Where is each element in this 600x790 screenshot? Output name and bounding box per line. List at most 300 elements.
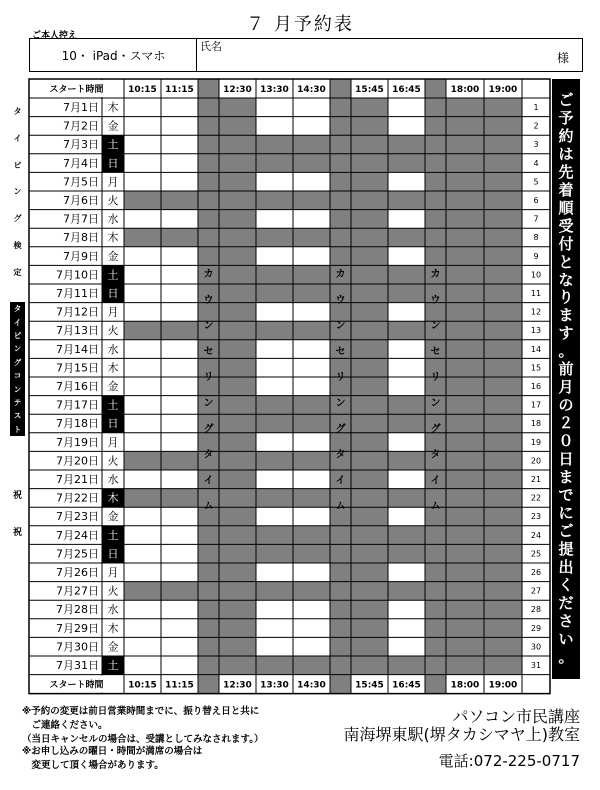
date-label: 7月11日 [56, 287, 99, 300]
shaded-slot [388, 135, 425, 154]
shaded-slot [219, 228, 256, 247]
date-label: 7月23日 [56, 510, 99, 524]
shaded-slot [219, 451, 256, 470]
shaded-slot [484, 284, 522, 303]
day-number: 1 [533, 103, 539, 112]
shaded-slot [256, 489, 293, 508]
notice-char: り [558, 288, 574, 307]
day-number: 15 [530, 363, 542, 373]
date-label: 7月19日 [56, 435, 99, 449]
shaded-slot [446, 284, 484, 303]
side-label-char: テ [13, 397, 22, 407]
shaded-slot [484, 563, 522, 582]
side-label-char: グ [13, 214, 22, 224]
shaded-slot [446, 321, 484, 340]
course-field: 10・ iPad・スマホ [29, 38, 197, 72]
time-slot-label: 12:30 [223, 680, 252, 691]
side-label-char: ン [13, 344, 22, 354]
honorific-label: 様 [557, 51, 570, 65]
shaded-slot [351, 544, 388, 563]
shaded-slot [219, 470, 256, 489]
shaded-slot [219, 637, 256, 656]
notice-char: 予 [558, 108, 574, 127]
start-time-label: スタート時間 [49, 85, 104, 95]
shaded-slot [124, 451, 161, 470]
notice-char: 前 [558, 360, 574, 379]
date-label: 7月2日 [63, 119, 99, 133]
notice-char: い [558, 629, 574, 648]
shaded-slot [256, 284, 293, 303]
shaded-slot [256, 396, 293, 415]
date-label: 7月26日 [56, 566, 99, 579]
school-name: パソコン市民講座 [452, 707, 580, 726]
date-label: 7月17日 [56, 398, 99, 412]
counseling-char: イ [335, 475, 346, 487]
shaded-slot [219, 414, 256, 433]
shaded-slot [388, 544, 425, 563]
time-slot-label: 19:00 [488, 85, 518, 95]
time-slot-label: 10:15 [128, 680, 157, 691]
notice-char: に [558, 503, 574, 522]
shaded-slot [219, 303, 256, 322]
shaded-slot [351, 451, 388, 470]
weekday-label: 木 [107, 491, 119, 505]
notice-char: で [558, 485, 574, 504]
shaded-slot [484, 98, 522, 117]
shaded-slot [219, 172, 256, 191]
shaded-slot [351, 247, 388, 266]
weekday-label: 日 [107, 156, 119, 170]
side-label-char: タ [13, 106, 22, 116]
day-number: 2 [533, 121, 539, 131]
weekday-label: 月 [107, 175, 119, 189]
counseling-char: タ [203, 449, 214, 461]
shaded-slot [293, 396, 330, 415]
shaded-slot [351, 321, 388, 340]
counseling-column [330, 79, 351, 694]
notice-char: 約 [558, 126, 574, 145]
shaded-slot [484, 619, 522, 638]
day-number: 28 [530, 605, 542, 615]
day-number: 29 [530, 623, 542, 633]
counseling-char: タ [430, 449, 441, 461]
day-number: 24 [530, 530, 542, 540]
side-label-char: ン [13, 384, 22, 394]
notice-char: 先 [558, 162, 574, 181]
shaded-slot [388, 191, 425, 210]
side-label-char: グ [13, 357, 22, 367]
shaded-slot [219, 600, 256, 619]
day-number: 26 [530, 568, 542, 577]
shaded-slot [446, 303, 484, 322]
holiday-label [10, 488, 25, 538]
shaded-slot [256, 414, 293, 433]
shaded-slot [446, 358, 484, 377]
shaded-slot [484, 135, 522, 154]
counseling-char: セ [335, 346, 346, 358]
shaded-slot [161, 489, 198, 508]
shaded-slot [219, 135, 256, 154]
notice-char: ご [558, 521, 574, 540]
shaded-slot [219, 433, 256, 452]
shaded-slot [351, 656, 388, 675]
shaded-slot [219, 210, 256, 229]
shaded-slot [351, 117, 388, 136]
shaded-slot [219, 377, 256, 396]
weekday-label: 日 [107, 547, 119, 561]
counseling-char: ウ [335, 294, 346, 306]
shaded-slot [484, 656, 522, 675]
time-slot-label: 10:15 [128, 85, 157, 95]
shaded-slot [446, 507, 484, 526]
shaded-slot [351, 470, 388, 489]
shaded-slot [124, 191, 161, 210]
shaded-slot [484, 582, 522, 601]
shaded-slot [351, 637, 388, 656]
shaded-slot [351, 228, 388, 247]
notice-char: 着 [558, 180, 574, 199]
weekday-label: 土 [107, 268, 119, 282]
date-label: 7月30日 [56, 640, 99, 654]
date-label: 7月14日 [56, 342, 99, 356]
date-label: 7月7日 [63, 212, 99, 226]
shaded-slot [388, 489, 425, 508]
shaded-slot [219, 582, 256, 601]
weekday-label: 金 [107, 640, 119, 654]
shaded-slot [293, 544, 330, 563]
date-label: 7月3日 [63, 138, 99, 152]
time-slot-label: 16:45 [392, 680, 421, 691]
weekday-label: 水 [107, 603, 119, 617]
time-slot-label: 16:45 [392, 85, 421, 95]
shaded-slot [484, 228, 522, 247]
shaded-slot [124, 228, 161, 247]
shaded-slot [219, 265, 256, 284]
shaded-slot [484, 414, 522, 433]
counseling-char: グ [335, 423, 346, 435]
shaded-slot [484, 117, 522, 136]
shaded-slot [351, 489, 388, 508]
time-slot-label: 13:30 [260, 85, 289, 95]
shaded-slot [484, 210, 522, 229]
counseling-column [425, 79, 446, 694]
weekday-label: 木 [107, 231, 119, 245]
school-phone: 電話:072-225-0717 [438, 752, 580, 770]
shaded-slot [161, 191, 198, 210]
date-label: 7月5日 [63, 175, 99, 189]
day-number: 3 [533, 140, 539, 150]
shaded-slot [219, 563, 256, 582]
shaded-slot [351, 135, 388, 154]
day-number: 8 [533, 233, 539, 243]
shaded-slot [484, 489, 522, 508]
counseling-char: セ [430, 346, 441, 358]
notice-char: 月 [558, 378, 574, 397]
shaded-slot [351, 210, 388, 229]
notice-char: ご [558, 91, 574, 109]
weekday-label: 金 [107, 249, 119, 263]
shaded-slot [219, 340, 256, 359]
counseling-char: ウ [203, 294, 214, 306]
day-number: 6 [533, 196, 539, 205]
shaded-slot [351, 303, 388, 322]
time-slot-label: 19:00 [488, 680, 518, 691]
shaded-slot [446, 414, 484, 433]
shaded-slot [351, 563, 388, 582]
shaded-slot [446, 563, 484, 582]
notice-char: ま [558, 468, 574, 487]
date-label: 7月18日 [56, 417, 99, 431]
time-slot-label: 11:15 [165, 680, 194, 691]
shaded-slot [351, 377, 388, 396]
shaded-slot [124, 321, 161, 340]
shaded-slot [219, 284, 256, 303]
side-label-char: 検 [13, 241, 22, 251]
notice-char: さ [558, 611, 574, 630]
date-label: 7月4日 [63, 156, 99, 170]
notice-char: 提 [558, 539, 574, 558]
shaded-slot [484, 507, 522, 526]
weekday-label: 火 [107, 454, 119, 468]
shaded-slot [161, 451, 198, 470]
shaded-slot [484, 377, 522, 396]
counseling-char: ム [203, 501, 214, 513]
weekday-label: 土 [107, 659, 119, 672]
notice-char: な [558, 270, 574, 289]
day-number: 30 [530, 642, 542, 652]
shaded-slot [388, 284, 425, 303]
notice-char: の [558, 396, 574, 415]
shaded-slot [219, 489, 256, 508]
weekday-label: 金 [107, 119, 119, 133]
shaded-slot [293, 321, 330, 340]
shaded-slot [484, 358, 522, 377]
shaded-slot [446, 451, 484, 470]
shaded-slot [446, 135, 484, 154]
shaded-slot [256, 228, 293, 247]
shaded-slot [484, 470, 522, 489]
time-slot-label: 13:30 [260, 680, 289, 691]
notice-char: く [558, 575, 574, 594]
shaded-slot [388, 265, 425, 284]
shaded-slot [351, 154, 388, 173]
weekday-label: 木 [107, 621, 119, 635]
shaded-slot [388, 396, 425, 415]
shaded-slot [351, 358, 388, 377]
notice-char: と [558, 252, 574, 271]
shaded-slot [351, 172, 388, 191]
shaded-slot [351, 507, 388, 526]
shaded-slot [219, 117, 256, 136]
counseling-char: カ [430, 269, 441, 280]
shaded-slot [351, 396, 388, 415]
weekday-label: 水 [107, 473, 119, 486]
weekday-label: 月 [107, 305, 119, 319]
day-number: 16 [530, 382, 542, 391]
date-label: 7月13日 [56, 324, 99, 338]
self-copy-label: ご本人控え [32, 31, 78, 41]
full-booking-note [22, 745, 202, 773]
counseling-char: カ [335, 269, 346, 280]
notice-char: 日 [558, 450, 574, 469]
shaded-slot [388, 582, 425, 601]
notice-char: は [558, 144, 574, 163]
shaded-slot [351, 191, 388, 210]
counseling-char: ン [430, 320, 441, 332]
shaded-slot [293, 451, 330, 470]
date-label: 7月20日 [56, 454, 99, 468]
time-slot-label: 15:45 [355, 85, 384, 95]
shaded-slot [351, 98, 388, 117]
day-number: 22 [530, 493, 542, 503]
side-label-char: イ [13, 317, 22, 327]
shaded-slot [124, 582, 161, 601]
weekday-label: 木 [107, 101, 119, 114]
shaded-slot [256, 544, 293, 563]
shaded-slot [256, 582, 293, 601]
shaded-slot [293, 191, 330, 210]
note-line: ご連絡ください。 [22, 720, 108, 731]
day-number: 14 [530, 344, 542, 354]
typing-contest-label [10, 302, 25, 436]
shaded-slot [446, 228, 484, 247]
shaded-slot [161, 321, 198, 340]
date-label: 7月22日 [56, 491, 99, 505]
shaded-slot [161, 228, 198, 247]
notice-char: 出 [558, 557, 574, 576]
weekday-label: 日 [107, 417, 119, 431]
counseling-char: リ [335, 372, 346, 384]
shaded-slot [219, 154, 256, 173]
shaded-slot [484, 451, 522, 470]
counseling-char: セ [203, 346, 214, 358]
date-label: 7月24日 [56, 528, 99, 542]
day-number: 27 [530, 586, 542, 596]
shaded-slot [484, 526, 522, 545]
notice-char: 付 [558, 234, 574, 253]
name-label: 氏名 [200, 40, 222, 53]
note-line: ※お申し込みの曜日・時間が満席の場合は [22, 746, 203, 757]
shaded-slot [446, 619, 484, 638]
shaded-slot [351, 265, 388, 284]
shaded-slot [219, 321, 256, 340]
counseling-column [198, 79, 219, 694]
shaded-slot [388, 526, 425, 545]
day-number: 25 [530, 549, 542, 559]
shaded-slot [484, 433, 522, 452]
counseling-char: ム [430, 501, 441, 513]
shaded-slot [446, 117, 484, 136]
shaded-slot [256, 135, 293, 154]
shaded-slot [446, 526, 484, 545]
note-line: 変更して頂く場合があります。 [22, 760, 164, 771]
note-line: （当日キャンセルの場合は、受講としてみなされます。） [22, 734, 264, 745]
side-label-char: ピ [13, 160, 22, 170]
shaded-slot [351, 433, 388, 452]
shaded-slot [446, 210, 484, 229]
shaded-slot [446, 656, 484, 675]
weekday-label: 水 [107, 212, 119, 226]
shaded-slot [351, 619, 388, 638]
shaded-slot [256, 526, 293, 545]
date-label: 7月16日 [56, 380, 99, 393]
day-number: 31 [530, 661, 542, 670]
date-label: 7月25日 [56, 547, 99, 561]
day-number: 7 [533, 214, 539, 224]
notice-char: ０ [558, 432, 574, 451]
counseling-char: グ [430, 423, 441, 435]
shaded-slot [219, 247, 256, 266]
shaded-slot [256, 321, 293, 340]
day-number: 5 [533, 177, 539, 187]
counseling-char: タ [335, 449, 346, 461]
shaded-slot [446, 637, 484, 656]
notice-banner [552, 79, 580, 679]
shaded-slot [484, 172, 522, 191]
date-label: 7月6日 [63, 194, 99, 207]
shaded-slot [484, 247, 522, 266]
shaded-slot [293, 135, 330, 154]
counseling-char: ン [335, 320, 346, 332]
side-label-char: ン [13, 187, 22, 197]
shaded-slot [484, 154, 522, 173]
weekday-label: 水 [107, 342, 119, 356]
day-number: 18 [530, 419, 542, 429]
shaded-slot [388, 154, 425, 173]
day-number: 12 [530, 307, 542, 317]
shaded-slot [256, 265, 293, 284]
shaded-slot [219, 507, 256, 526]
counseling-char: ム [335, 501, 346, 513]
day-number: 10 [530, 270, 542, 280]
typing-test-label [10, 98, 25, 286]
shaded-slot [484, 544, 522, 563]
shaded-slot [446, 433, 484, 452]
page-title: ７ 月予約表 [246, 14, 354, 35]
notice-char: す [558, 324, 574, 343]
notice-char: 。 [558, 342, 574, 361]
weekday-label: 月 [107, 566, 119, 579]
date-label: 7月27日 [56, 584, 99, 598]
day-number: 13 [530, 326, 542, 336]
notice-char: 受 [558, 216, 574, 235]
date-label: 7月29日 [56, 621, 99, 635]
shaded-slot [219, 544, 256, 563]
shaded-slot [351, 582, 388, 601]
shaded-slot [219, 396, 256, 415]
weekday-label: 木 [107, 361, 119, 375]
shaded-slot [484, 340, 522, 359]
shaded-slot [446, 98, 484, 117]
shaded-slot [256, 451, 293, 470]
shaded-slot [293, 284, 330, 303]
date-label: 7月10日 [56, 268, 99, 282]
counseling-char: ン [203, 398, 214, 409]
shaded-slot [219, 619, 256, 638]
shaded-slot [351, 526, 388, 545]
notice-char: 。 [558, 647, 574, 666]
shaded-slot [446, 172, 484, 191]
shaded-slot [484, 303, 522, 322]
shaded-slot [256, 191, 293, 210]
counseling-char: ン [430, 398, 441, 409]
shaded-slot [293, 582, 330, 601]
shaded-slot [446, 489, 484, 508]
side-label-char: イ [13, 133, 22, 143]
time-slot-label: 12:30 [223, 85, 252, 95]
shaded-slot [219, 358, 256, 377]
shaded-slot [484, 600, 522, 619]
